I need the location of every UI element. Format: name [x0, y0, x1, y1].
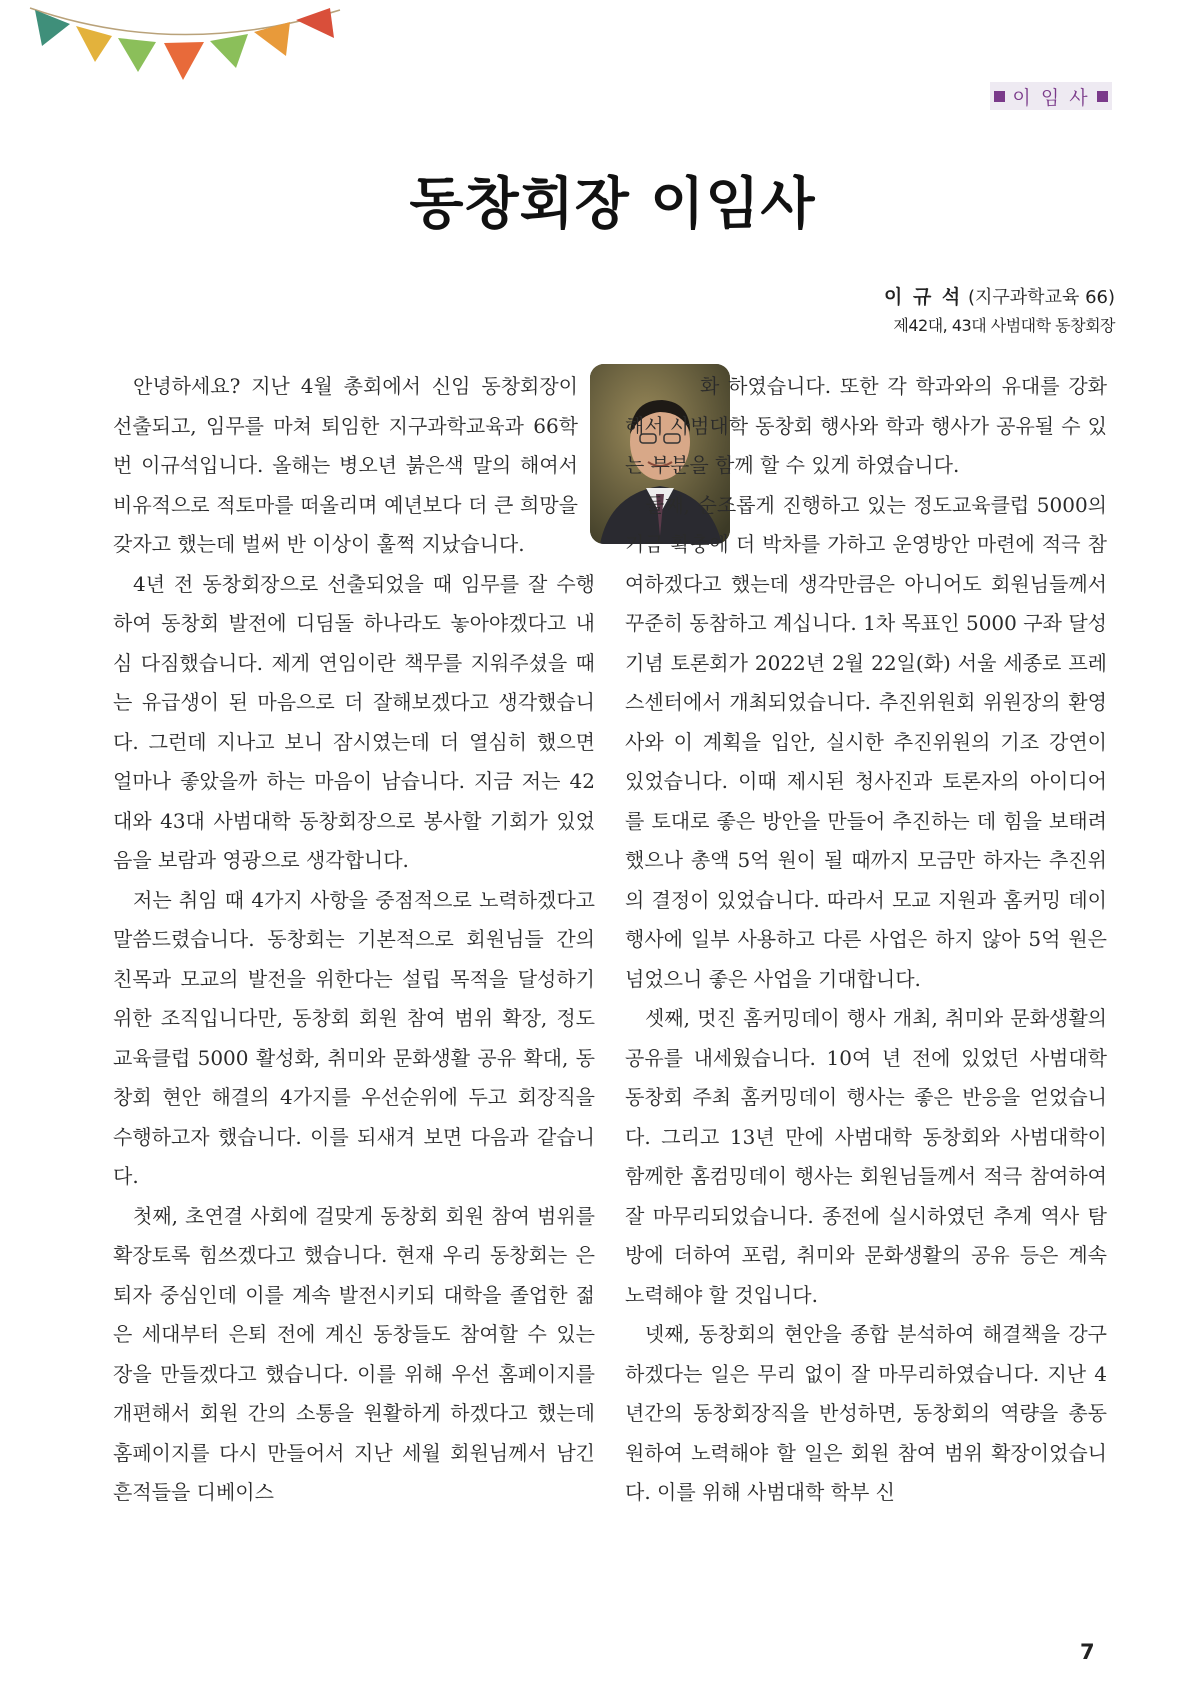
paragraph: 넷째, 동창회의 현안을 종합 분석하여 해결책을 강구하겠다는 일은 무리 없이 잘 마무리하였습니다. 지난 4년간의 동창회장직을 반성하면, 동창회의 역량을 총동원하여 노력해야 할 일은 회원 참여 범위 확장이었습니다. 이를 위해 사범대학 학부 신: [625, 1322, 1107, 1504]
author-role: 제42대, 43대 사범대학 동창회장: [893, 316, 1115, 335]
square-icon: [994, 91, 1005, 102]
square-icon: [1097, 91, 1108, 102]
paragraph: 첫째, 초연결 사회에 걸맞게 동창회 회원 참여 범위를 확장토록 힘쓰겠다고 했습니다. 현재 우리 동창회는 은퇴자 중심인데 이를 계속 발전시키되 대학을 졸업한 젊은 세대부터 은퇴 전에 계신 동창들도 참여할 수 있는 장을 만들겠다고 했습니다. 이를 위해 우선 홈페이지를 개편해서 회원 간의 소통을 원활하게 하겠다고 했는데 홈페이지를 다시 만들어서 지난 세월 회원님께서 남긴 흔적들을 디베이스: [113, 1203, 595, 1504]
author-block: [884, 282, 1115, 339]
page-number: 7: [1080, 1640, 1095, 1664]
left-column: [113, 367, 595, 1513]
bunting-decoration: [0, 0, 360, 100]
paragraph: 둘째, 순조롭게 진행하고 있는 정도교육클럽 5000의 기금 확충에 더 박차를 가하고 운영방안 마련에 적극 참여하겠다고 했는데 생각만큼은 아니어도 회원님들께서 꾸준히 동참하고 계십니다. 1차 목표인 5000 구좌 달성 기념 토론회가 2022년 2월 22일(화) 서울 세종로 프레스센터에서 개최되었습니다. 추진위원회 위원장의 환영사와 이 계획을 입안, 실시한 추진위원의 기조 강연이 있었습니다. 이때 제시된 청사진과 토론자의 아이디어를 토대로 좋은 방안을 만들어 추진하는 데 힘을 보태려 했으나 총액 5억 원이 될 때까지 모금만 하자는 추진위의 결정이 있었습니다. 따라서 모교 지원과 홈커밍 데이 행사에 일부 사용하고 다른 사업은 하지 않아 5억 원은 넘었으니 좋은 사업을 기대합니다.: [625, 492, 1107, 991]
paragraph: 4년 전 동창회장으로 선출되었을 때 임무를 잘 수행하여 동창회 발전에 디딤돌 하나라도 놓아야겠다고 내심 다짐했습니다. 제게 연임이란 책무를 지워주셨을 때는 유급생이 된 마음으로 더 잘해보겠다고 생각했습니다. 그런데 지나고 보니 잠시였는데 더 열심히 했으면 얼마나 좋았을까 하는 마음이 남습니다. 지금 저는 42대와 43대 사범대학 동창회장으로 봉사할 기회가 있었음을 보람과 영광으로 생각합니다.: [113, 571, 595, 872]
paragraph: 화 하였습니다. 또한 각 학과와의 유대를 강화해서 사범대학 동창회 행사와 학과 행사가 공유될 수 있는 부분을 함께 할 수 있게 하였습니다.: [625, 374, 1107, 477]
paragraph: 저는 취임 때 4가지 사항을 중점적으로 노력하겠다고 말씀드렸습니다. 동창회는 기본적으로 회원님들 간의 친목과 모교의 발전을 위한다는 설립 목적을 달성하기 위한 조직입니다만, 동창회 회원 참여 범위 확장, 정도교육클럽 5000 활성화, 취미와 문화생활 공유 확대, 동창회 현안 해결의 4가지를 우선순위에 두고 회장직을 수행하고자 했습니다. 이를 되새겨 보면 다음과 같습니다.: [113, 887, 595, 1188]
right-column: [625, 367, 1107, 1513]
section-tag-label: 이 임 사: [1012, 86, 1090, 109]
bunting-flag: [118, 38, 156, 72]
paragraph: 안녕하세요? 지난 4월 총회에서 신임 동창회장이 선출되고, 임무를 마쳐 퇴임한 지구과학교육과 66학번 이규석입니다. 올해는 병오년 붉은색 말의 해여서 비유적으로 적토마를 떠올리며 예년보다 더 큰 희망을 갖자고 했는데 벌써 반 이상이 훌쩍 지났습니다.: [113, 374, 578, 556]
author-dept: (지구과학교육 66): [968, 287, 1115, 308]
bunting-flag: [164, 42, 204, 80]
paragraph: 셋째, 멋진 홈커밍데이 행사 개최, 취미와 문화생활의 공유를 내세웠습니다. 10여 년 전에 있었던 사범대학 동창회 주최 홈커밍데이 행사는 좋은 반응을 얻었습니다. 그리고 13년 만에 사범대학 동창회와 사범대학이 함께한 홈컴밍데이 행사는 회원님들께서 적극 참여하여 잘 마무리되었습니다. 종전에 실시하였던 추계 역사 탐방에 더하여 포럼, 취미와 문화생활의 공유 등은 계속 노력해야 할 것입니다.: [625, 1006, 1107, 1307]
bunting-flag: [210, 34, 248, 68]
bunting-flag: [76, 26, 112, 62]
bunting-flag: [254, 22, 290, 56]
section-tag: [990, 82, 1112, 110]
page-title: 동창회장 이임사: [409, 172, 816, 237]
author-name: 이 규 석: [883, 286, 963, 308]
bunting-flag: [296, 8, 334, 38]
